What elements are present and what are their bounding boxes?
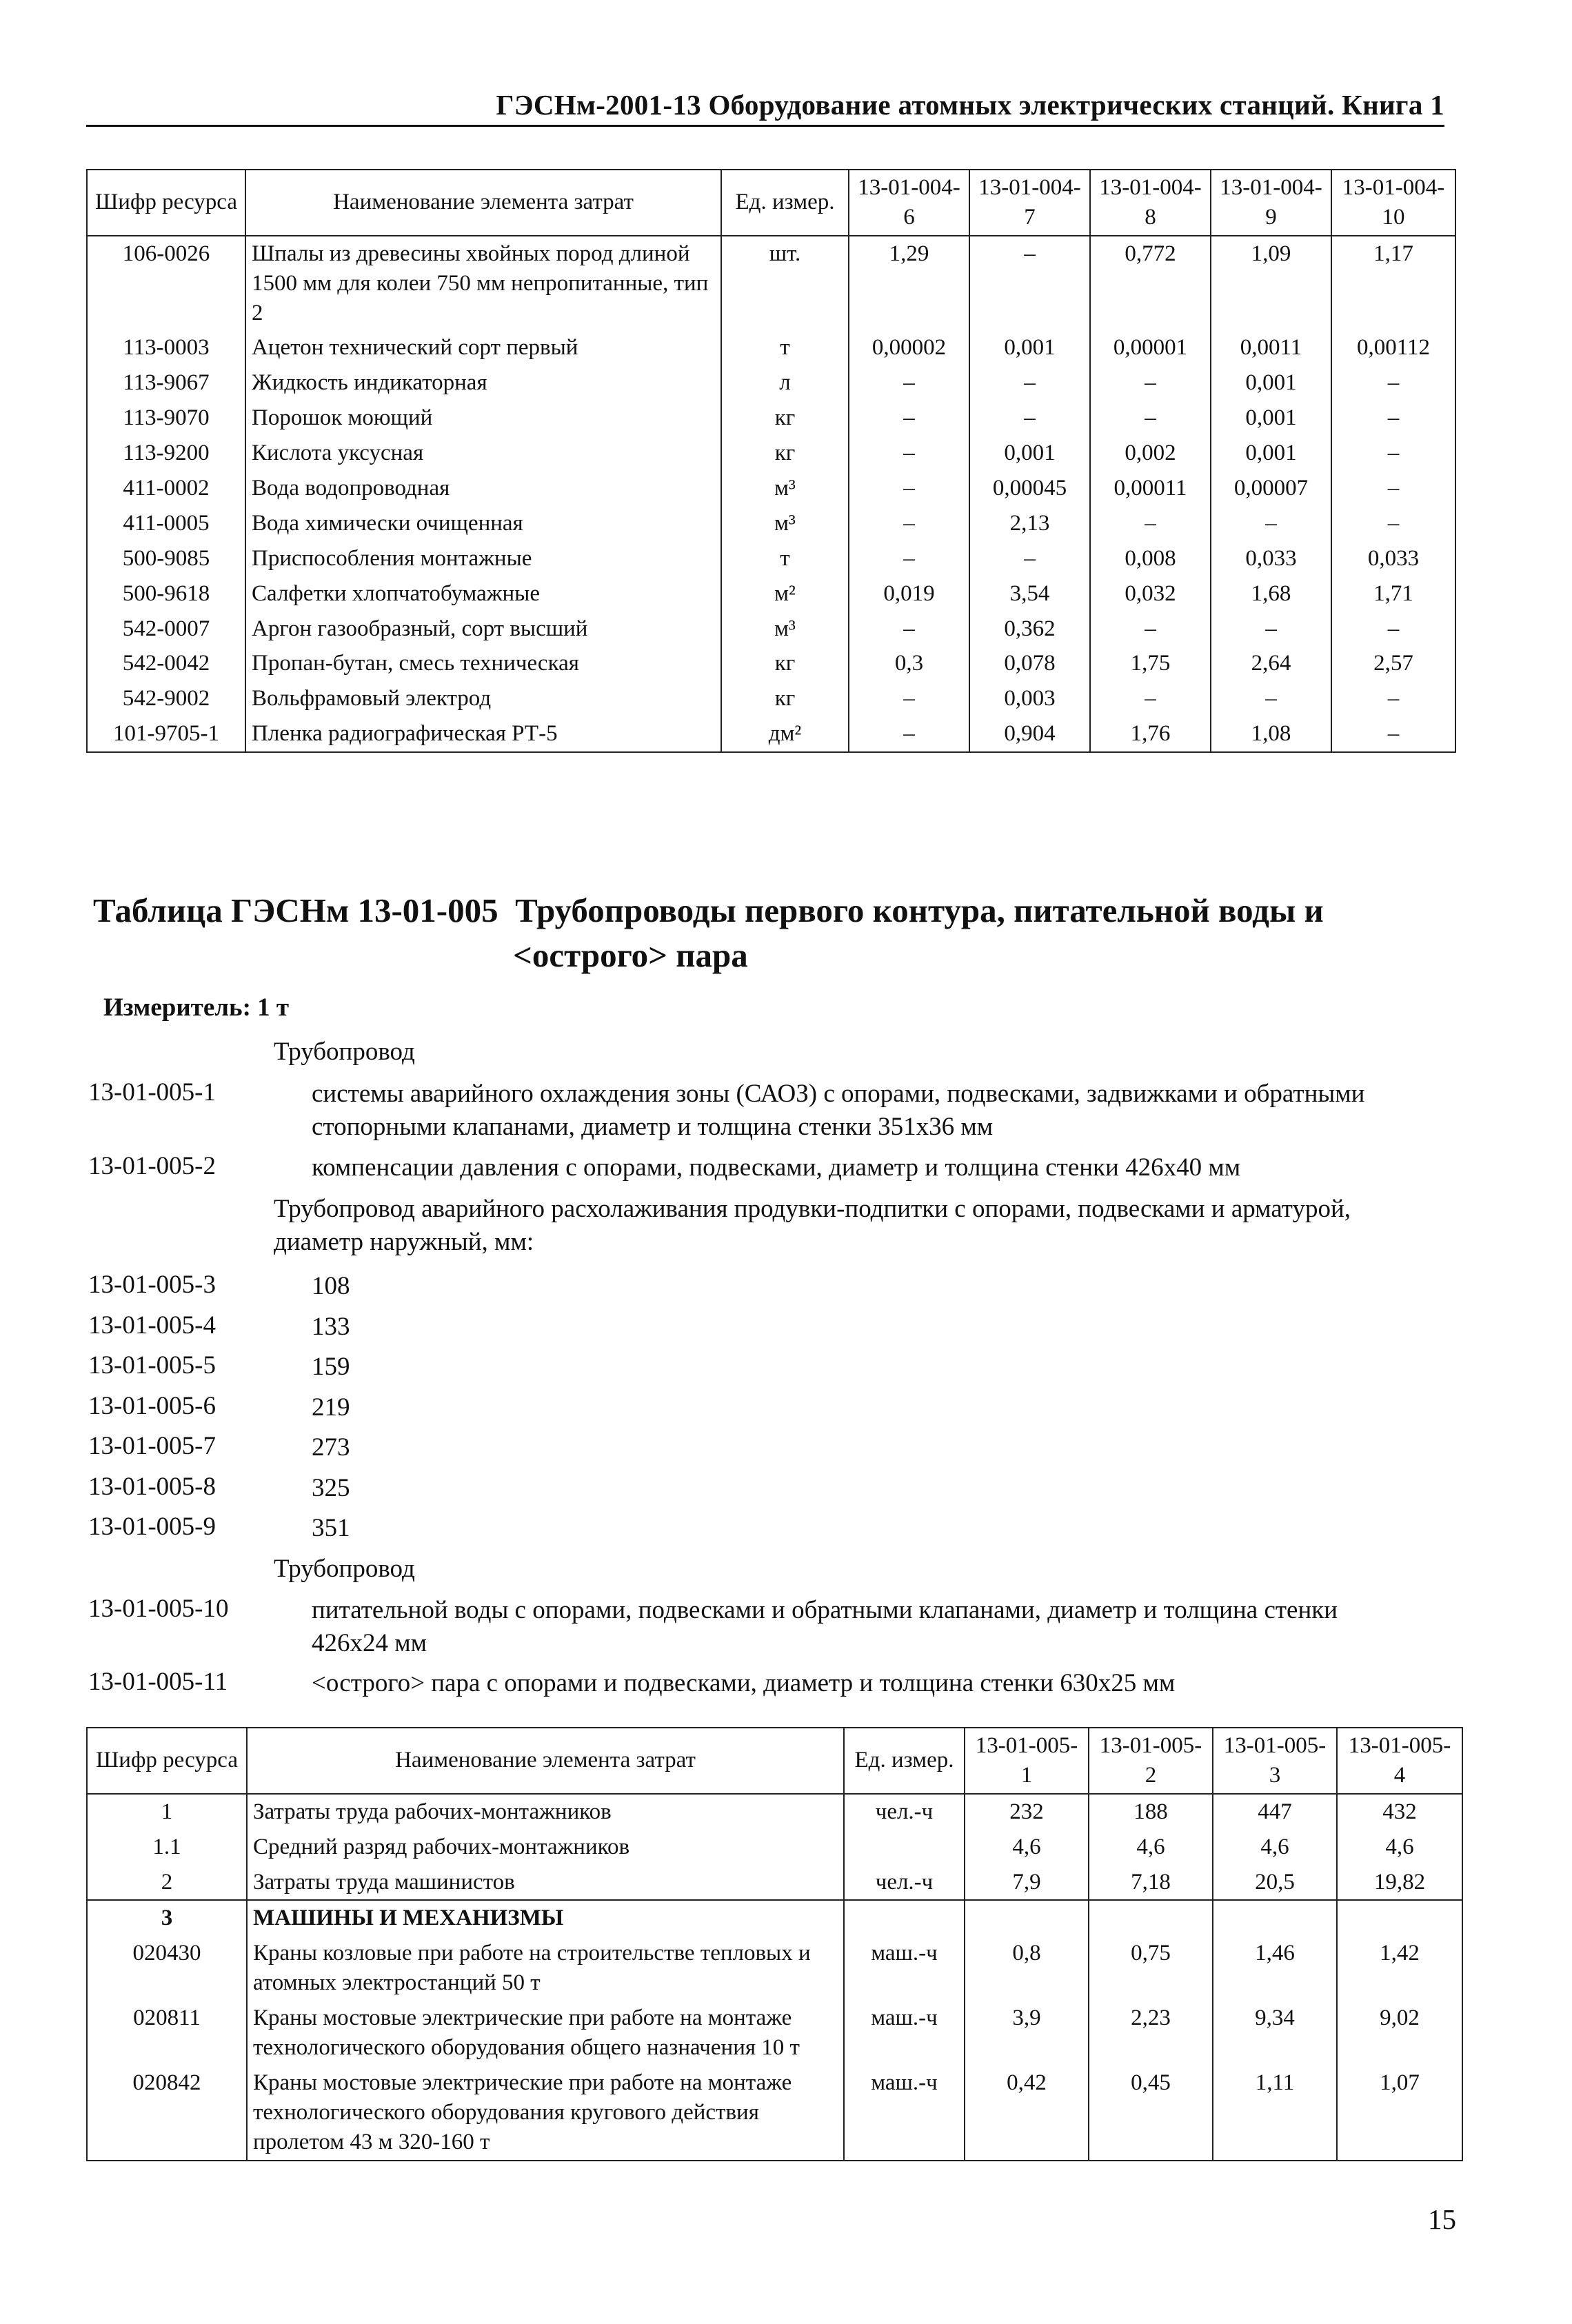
table-row	[87, 1900, 1462, 1936]
table-row	[87, 612, 1455, 647]
table-row	[87, 1936, 1462, 2001]
cell-name: Вода химически очищенная	[245, 506, 721, 541]
cell-code: 542-0042	[87, 646, 245, 681]
diameter-value: 108	[312, 1272, 350, 1300]
col-header-name: Наименование элемента затрат	[247, 1728, 844, 1794]
col-header-norm: 13-01-004-10	[1331, 170, 1455, 236]
table-row	[87, 365, 1455, 401]
cell-name: Вода водопроводная	[245, 471, 721, 506]
cell-value: 0,00002	[849, 330, 969, 365]
cell-code: 113-9067	[87, 365, 245, 401]
cell-value: 0,362	[969, 612, 1090, 647]
norm-code: 13-01-005-5	[88, 1351, 216, 1380]
cell-value: 0,0011	[1211, 330, 1331, 365]
table-row	[87, 576, 1455, 612]
cell-name: Краны козловые при работе на строительстве тепловых и атомных электростанций 50 т	[247, 1936, 844, 2001]
cell-unit: т	[721, 541, 849, 576]
cell-value: 1,46	[1213, 1936, 1337, 2001]
cell-value: –	[1331, 716, 1455, 752]
diameter-value: 325	[312, 1473, 350, 1502]
cell-value: 0,772	[1090, 236, 1211, 331]
cell-value: 9,34	[1213, 2001, 1337, 2065]
cell-value: –	[1331, 612, 1455, 647]
cell-value: 0,42	[965, 2065, 1089, 2161]
cell-value: 0,078	[969, 646, 1090, 681]
col-header-norm: 13-01-004-8	[1090, 170, 1211, 236]
cell-name: Краны мостовые электрические при работе на монтаже технологического оборудования кругового действия пролетом 43 м 320-160 т	[247, 2065, 844, 2161]
col-header-norm: 13-01-005-3	[1213, 1728, 1337, 1794]
cell-unit	[844, 1900, 965, 1936]
cell-value	[1089, 1900, 1213, 1936]
cell-value: –	[1211, 506, 1331, 541]
cell-name: Шпалы из древесины хвойных пород длиной 1500 мм для колеи 750 мм непропитанные, тип 2	[245, 236, 721, 331]
cell-code: 1	[87, 1794, 247, 1830]
cell-unit: м³	[721, 471, 849, 506]
cell-unit: кг	[721, 401, 849, 436]
cell-value: 2,64	[1211, 646, 1331, 681]
cell-code: 500-9618	[87, 576, 245, 612]
cell-value: –	[969, 365, 1090, 401]
cell-unit: дм²	[721, 716, 849, 752]
cell-value: 1,29	[849, 236, 969, 331]
cell-value: 0,033	[1211, 541, 1331, 576]
cell-value: 432	[1337, 1794, 1462, 1830]
cell-value: –	[1331, 365, 1455, 401]
cell-value: –	[1331, 401, 1455, 436]
col-header-norm: 13-01-004-6	[849, 170, 969, 236]
norm-code: 13-01-005-11	[88, 1668, 228, 1696]
cell-value: –	[1211, 612, 1331, 647]
cell-value: 1,75	[1090, 646, 1211, 681]
col-header-norm: 13-01-005-1	[965, 1728, 1089, 1794]
cell-value: 3,9	[965, 2001, 1089, 2065]
cell-value: 0,001	[1211, 365, 1331, 401]
pipeline-heading: Трубопровод	[274, 1038, 415, 1066]
cell-value: 1,42	[1337, 1936, 1462, 2001]
cell-code: 1.1	[87, 1830, 247, 1865]
cell-code: 2	[87, 1865, 247, 1901]
table-row	[87, 330, 1455, 365]
norm-description: системы аварийного охлаждения зоны (САОЗ) с опорами, подвесками, задвижками и обратными стопорными клапанами, диаметр и толщина стенки 351х36 мм	[312, 1080, 1365, 1142]
cell-value	[1213, 1900, 1337, 1936]
cell-value: 0,45	[1089, 2065, 1213, 2161]
cell-value: 9,02	[1337, 2001, 1462, 2065]
sub-heading: Трубопровод аварийного расхолаживания продувки-подпитки с опорами, подвесками и арматурой, диаметр наружный, мм:	[274, 1195, 1351, 1257]
resources-table-005	[86, 1727, 1463, 2161]
norm-code: 13-01-005-6	[88, 1391, 216, 1420]
cell-value: 1,17	[1331, 236, 1455, 331]
cell-value: –	[849, 506, 969, 541]
cell-code: 3	[87, 1900, 247, 1936]
cell-value: 2,57	[1331, 646, 1455, 681]
norm-code: 13-01-005-8	[88, 1472, 216, 1501]
table-row	[87, 541, 1455, 576]
norm-code: 13-01-005-1	[88, 1078, 216, 1107]
cell-code: 411-0002	[87, 471, 245, 506]
table-row	[87, 471, 1455, 506]
cell-value: –	[1090, 506, 1211, 541]
cell-name: Ацетон технический сорт первый	[245, 330, 721, 365]
cell-unit: м³	[721, 612, 849, 647]
cell-code: 113-9070	[87, 401, 245, 436]
col-header-code: Шифр ресурса	[87, 1728, 247, 1794]
table-row	[87, 2065, 1462, 2161]
cell-name: Кислота уксусная	[245, 436, 721, 471]
cell-name: Пленка радиографическая РТ-5	[245, 716, 721, 752]
cell-value: –	[1090, 401, 1211, 436]
cell-name: Порошок моющий	[245, 401, 721, 436]
cell-value: 4,6	[1089, 1830, 1213, 1865]
cell-value: 0,032	[1090, 576, 1211, 612]
cell-code: 106-0026	[87, 236, 245, 331]
cell-value: 4,6	[965, 1830, 1089, 1865]
cell-name: Приспособления монтажные	[245, 541, 721, 576]
cell-value: 188	[1089, 1794, 1213, 1830]
cell-value: –	[969, 541, 1090, 576]
cell-value: 0,00007	[1211, 471, 1331, 506]
pipeline-heading: Трубопровод	[274, 1555, 415, 1583]
col-header-norm: 13-01-004-9	[1211, 170, 1331, 236]
cell-unit: м²	[721, 576, 849, 612]
cell-value: –	[1331, 436, 1455, 471]
cell-code: 411-0005	[87, 506, 245, 541]
cell-name: Пропан-бутан, смесь техническая	[245, 646, 721, 681]
diameter-value: 351	[312, 1514, 350, 1542]
cell-value: 0,3	[849, 646, 969, 681]
table-row	[87, 236, 1455, 331]
norm-code: 13-01-005-4	[88, 1311, 216, 1340]
cell-value: –	[1211, 681, 1331, 716]
cell-name: Вольфрамовый электрод	[245, 681, 721, 716]
cell-unit: маш.-ч	[844, 2001, 965, 2065]
table-row	[87, 2001, 1462, 2065]
cell-value: 0,001	[969, 436, 1090, 471]
cell-value: 0,00112	[1331, 330, 1455, 365]
cell-name: МАШИНЫ И МЕХАНИЗМЫ	[247, 1900, 844, 1936]
col-header-norm: 13-01-005-4	[1337, 1728, 1462, 1794]
cell-value: 0,033	[1331, 541, 1455, 576]
cell-value: 0,00011	[1090, 471, 1211, 506]
cell-value: 0,75	[1089, 1936, 1213, 2001]
cell-value: 0,001	[969, 330, 1090, 365]
cell-value: 7,9	[965, 1865, 1089, 1901]
cell-value: –	[849, 681, 969, 716]
cell-value: –	[1331, 471, 1455, 506]
cell-code: 020811	[87, 2001, 247, 2065]
table-row	[87, 1830, 1462, 1865]
cell-unit: чел.-ч	[844, 1794, 965, 1830]
section-title	[93, 891, 1324, 930]
section-title-line1: Трубопроводы первого контура, питательной воды и	[515, 891, 1324, 929]
page-number: 15	[1428, 2203, 1456, 2235]
norm-code: 13-01-005-9	[88, 1513, 216, 1541]
cell-value: –	[1090, 612, 1211, 647]
cell-value	[965, 1900, 1089, 1936]
cell-value: –	[849, 401, 969, 436]
table-row	[87, 646, 1455, 681]
table-row	[87, 401, 1455, 436]
cell-unit: кг	[721, 646, 849, 681]
cell-value: 1,08	[1211, 716, 1331, 752]
norm-code: 13-01-005-7	[88, 1432, 216, 1460]
cell-code: 101-9705-1	[87, 716, 245, 752]
cell-value: –	[969, 236, 1090, 331]
table-row	[87, 716, 1455, 752]
cell-value: 1,76	[1090, 716, 1211, 752]
meter-label: Измеритель: 1 т	[103, 993, 290, 1022]
norm-code: 13-01-005-2	[88, 1152, 216, 1180]
cell-value	[1337, 1900, 1462, 1936]
cell-code: 500-9085	[87, 541, 245, 576]
cell-value: 0,019	[849, 576, 969, 612]
cell-value: 1,07	[1337, 2065, 1462, 2161]
cell-code: 542-9002	[87, 681, 245, 716]
diameter-value: 133	[312, 1312, 350, 1341]
cell-code: 542-0007	[87, 612, 245, 647]
cell-value: –	[1090, 365, 1211, 401]
cell-unit: кг	[721, 681, 849, 716]
cell-value: 0,8	[965, 1936, 1089, 2001]
col-header-unit: Ед. измер.	[721, 170, 849, 236]
norm-code: 13-01-005-3	[88, 1271, 216, 1299]
cell-value: 0,904	[969, 716, 1090, 752]
header-rule	[86, 125, 1444, 127]
cell-unit	[844, 1830, 965, 1865]
cell-value: 0,001	[1211, 401, 1331, 436]
cell-value: 3,54	[969, 576, 1090, 612]
cell-value: 1,68	[1211, 576, 1331, 612]
cell-value: –	[969, 401, 1090, 436]
cell-unit: м³	[721, 506, 849, 541]
cell-name: Аргон газообразный, сорт высший	[245, 612, 721, 647]
cell-name: Жидкость индикаторная	[245, 365, 721, 401]
cell-name: Средний разряд рабочих-монтажников	[247, 1830, 844, 1865]
cell-value: 0,001	[1211, 436, 1331, 471]
cell-name: Салфетки хлопчатобумажные	[245, 576, 721, 612]
cell-value: 4,6	[1213, 1830, 1337, 1865]
cell-name: Затраты труда рабочих-монтажников	[247, 1794, 844, 1830]
col-header-norm: 13-01-004-7	[969, 170, 1090, 236]
col-header-name: Наименование элемента затрат	[245, 170, 721, 236]
cell-value: –	[849, 612, 969, 647]
cell-value: –	[1331, 506, 1455, 541]
cell-value: –	[849, 436, 969, 471]
cell-name: Краны мостовые электрические при работе на монтаже технологического оборудования общего назначения 10 т	[247, 2001, 844, 2065]
cell-code: 113-9200	[87, 436, 245, 471]
norm-code: 13-01-005-10	[88, 1595, 229, 1623]
cell-value: –	[849, 716, 969, 752]
cell-unit: чел.-ч	[844, 1865, 965, 1901]
cell-value: 4,6	[1337, 1830, 1462, 1865]
cell-value: 1,09	[1211, 236, 1331, 331]
cell-value: 0,003	[969, 681, 1090, 716]
cell-unit: маш.-ч	[844, 2065, 965, 2161]
section-title-line2: <острого> пара	[513, 936, 748, 974]
cell-unit: л	[721, 365, 849, 401]
cell-value: 0,00001	[1090, 330, 1211, 365]
diameter-value: 219	[312, 1393, 350, 1422]
cell-value: 0,00045	[969, 471, 1090, 506]
cell-value: –	[849, 365, 969, 401]
cell-value: 0,008	[1090, 541, 1211, 576]
cell-value: 1,11	[1213, 2065, 1337, 2161]
cell-unit: маш.-ч	[844, 1936, 965, 2001]
cell-name: Затраты труда машинистов	[247, 1865, 844, 1901]
cell-value: –	[1090, 681, 1211, 716]
cell-value: 2,23	[1089, 2001, 1213, 2065]
cell-code: 020842	[87, 2065, 247, 2161]
section-title-prefix: Таблица ГЭСНм 13-01-005	[93, 891, 498, 929]
cell-value: 20,5	[1213, 1865, 1337, 1901]
cell-unit: кг	[721, 436, 849, 471]
table-row	[87, 1865, 1462, 1901]
running-header: ГЭСНм-2001-13 Оборудование атомных электрических станций. Книга 1	[496, 89, 1444, 121]
diameter-value: 159	[312, 1353, 350, 1381]
diameter-value: 273	[312, 1433, 350, 1462]
col-header-unit: Ед. измер.	[844, 1728, 965, 1794]
cell-unit: шт.	[721, 236, 849, 331]
norm-description: <острого> пара с опорами и подвесками, диаметр и толщина стенки 630х25 мм	[312, 1669, 1176, 1697]
cell-value: 7,18	[1089, 1865, 1213, 1901]
cell-value: 1,71	[1331, 576, 1455, 612]
cell-code: 020430	[87, 1936, 247, 2001]
norm-description: питательной воды с опорами, подвесками и обратными клапанами, диаметр и толщина стенки 426х24 мм	[312, 1596, 1338, 1658]
norm-description: компенсации давления с опорами, подвесками, диаметр и толщина стенки 426х40 мм	[312, 1153, 1241, 1182]
cell-value: –	[1331, 681, 1455, 716]
resources-table-004	[86, 169, 1456, 753]
cell-value: 19,82	[1337, 1865, 1462, 1901]
cell-code: 113-0003	[87, 330, 245, 365]
table-row	[87, 1794, 1462, 1830]
cell-value: 447	[1213, 1794, 1337, 1830]
table-row	[87, 506, 1455, 541]
cell-unit: т	[721, 330, 849, 365]
table-row	[87, 681, 1455, 716]
cell-value: –	[849, 471, 969, 506]
col-header-norm: 13-01-005-2	[1089, 1728, 1213, 1794]
cell-value: 232	[965, 1794, 1089, 1830]
col-header-code: Шифр ресурса	[87, 170, 245, 236]
cell-value: 2,13	[969, 506, 1090, 541]
table-row	[87, 436, 1455, 471]
cell-value: –	[849, 541, 969, 576]
cell-value: 0,002	[1090, 436, 1211, 471]
